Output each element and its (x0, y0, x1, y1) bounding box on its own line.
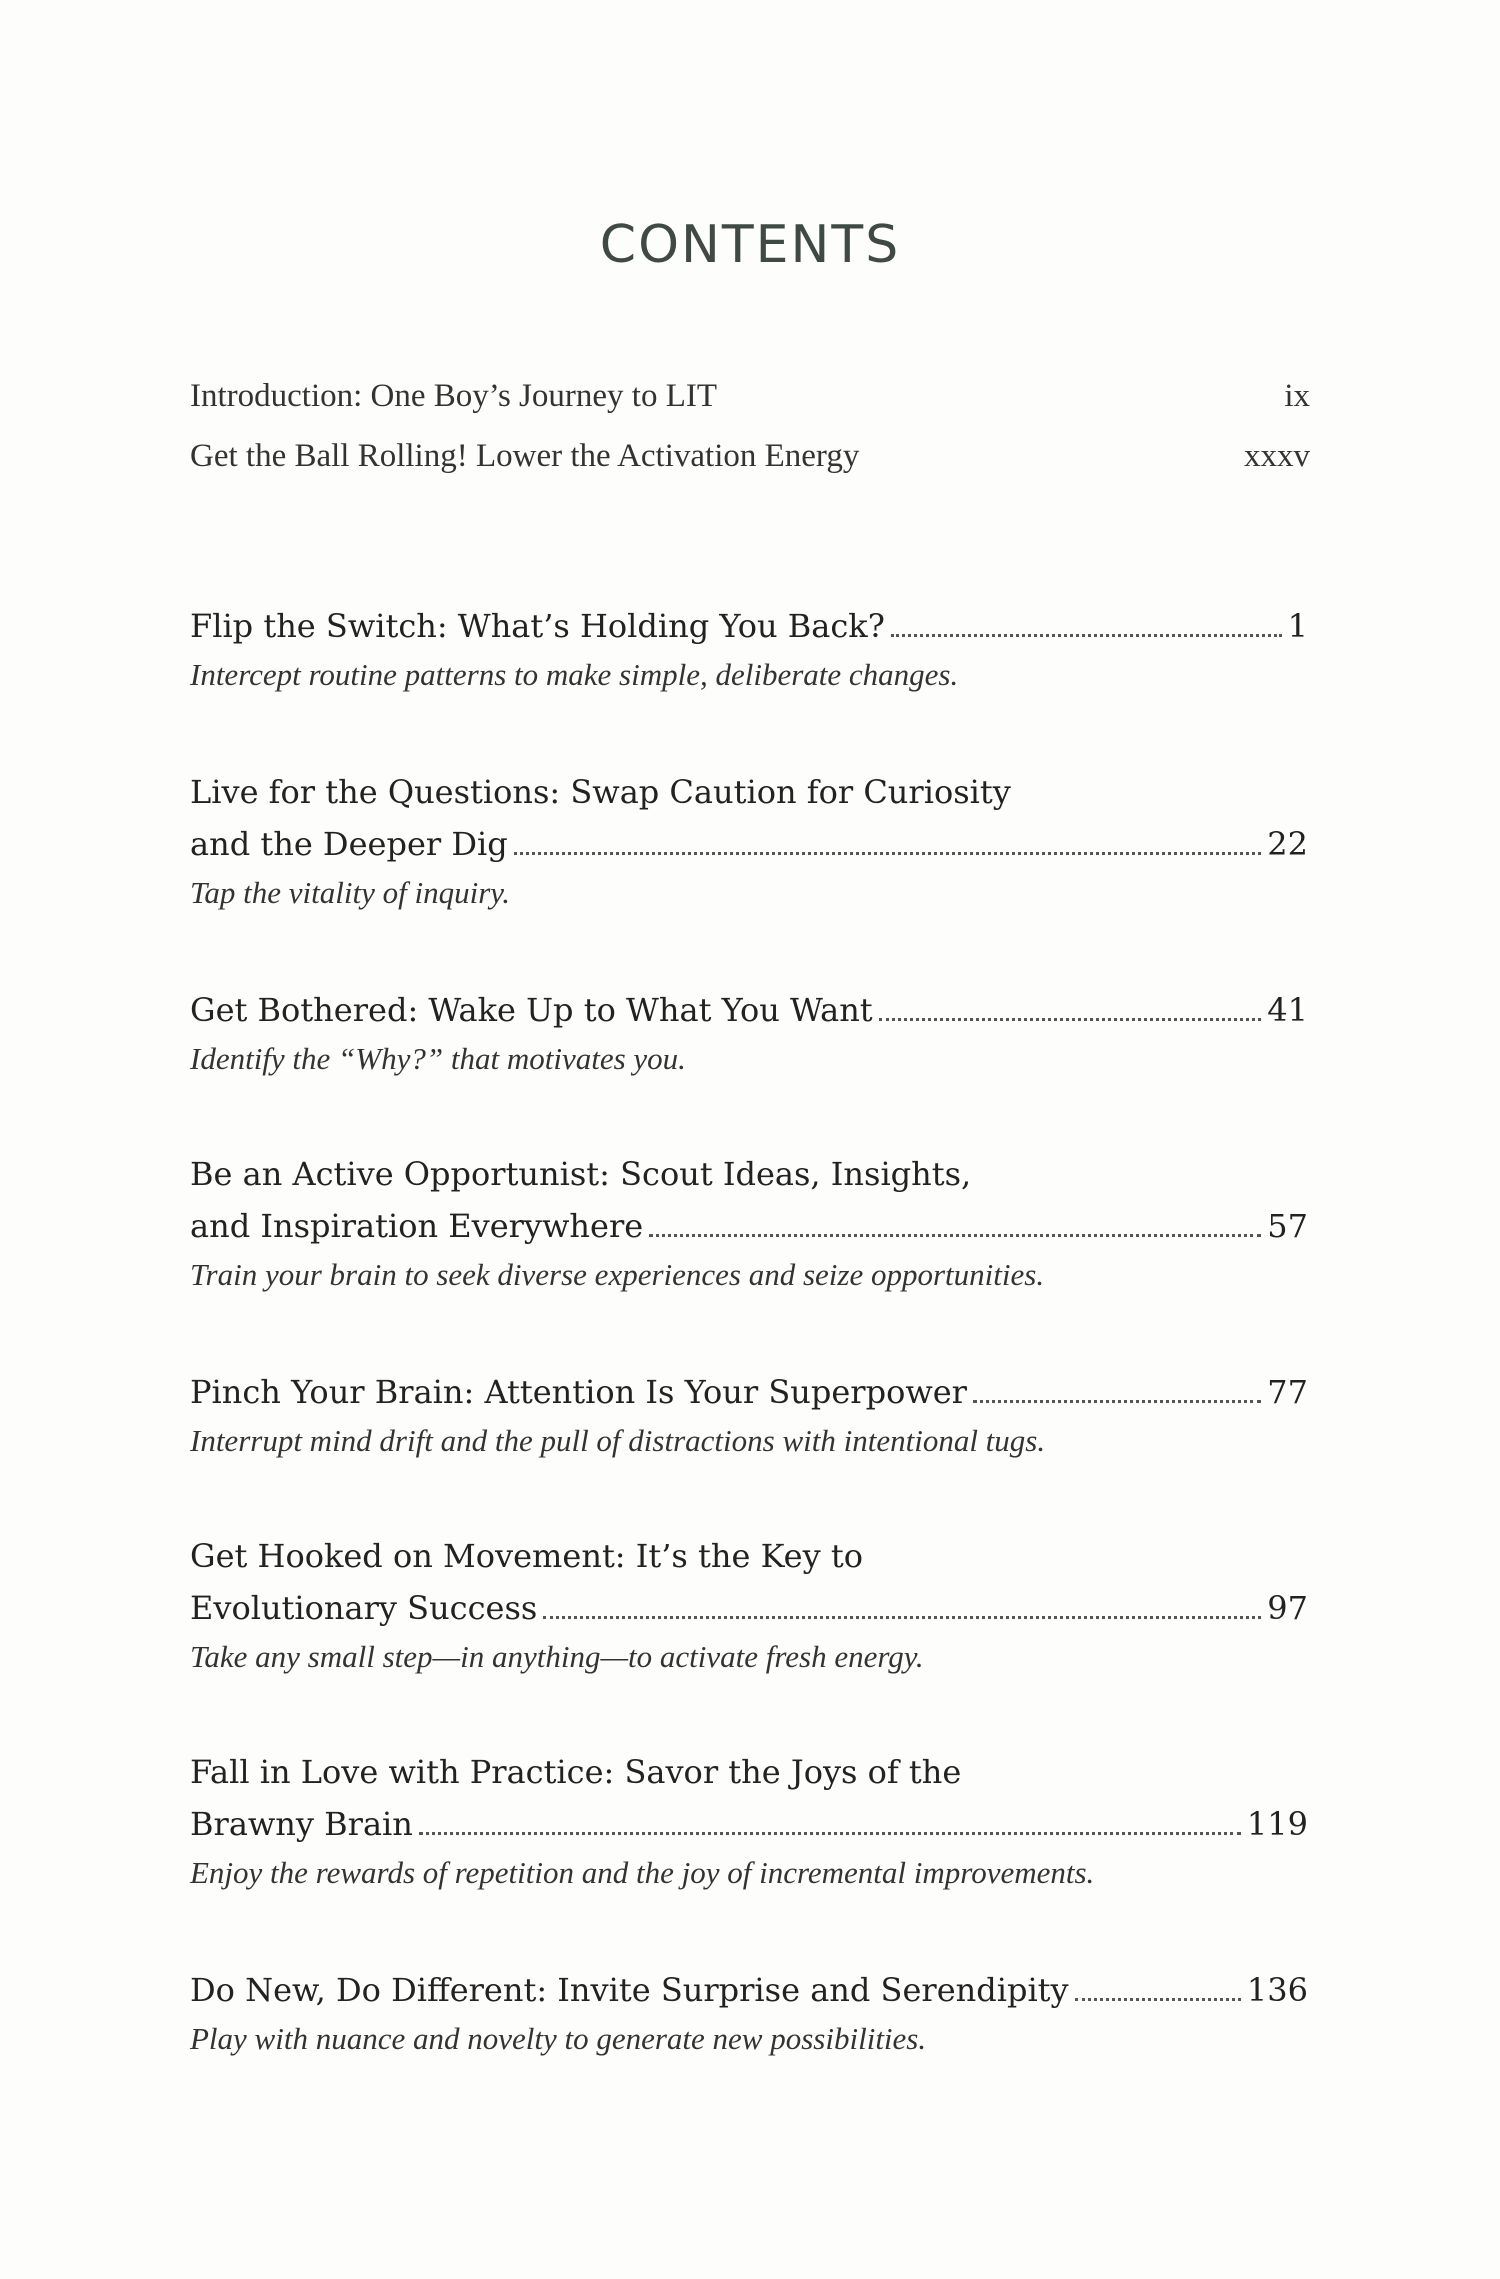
chapter-entry (190, 984, 1308, 1082)
chapter-title-continued: and the Deeper Dig (190, 825, 508, 863)
chapter-leader-line (190, 600, 1308, 652)
chapter-title: Live for the Questions: Swap Caution for Curiosity (190, 773, 1011, 811)
chapter-leader-line (190, 1964, 1308, 2016)
chapter-title-continued: Evolutionary Success (190, 1589, 538, 1627)
dot-leader (891, 634, 1282, 637)
chapter-subtitle: Tap the vitality of inquiry. (190, 875, 511, 910)
dot-leader (649, 1234, 1261, 1237)
chapter-leader-line (190, 984, 1308, 1036)
chapter-entry (190, 1366, 1308, 1464)
chapter-leader-line (190, 1582, 1308, 1634)
chapter-title: Be an Active Opportunist: Scout Ideas, Insights, (190, 1155, 972, 1193)
front-matter-row (190, 426, 1310, 486)
chapter-title-continued: and Inspiration Everywhere (190, 1207, 644, 1245)
chapter-leader-line (190, 1200, 1308, 1252)
chapter-entry (190, 600, 1308, 698)
chapter-subtitle: Identify the “Why?” that motivates you. (190, 1041, 686, 1076)
chapter-page: 77 (1267, 1373, 1308, 1411)
chapter-page: 97 (1267, 1589, 1308, 1627)
chapter-subtitle: Intercept routine patterns to make simple, deliberate changes. (190, 657, 959, 692)
chapter-subtitle: Play with nuance and novelty to generate new possibilities. (190, 2021, 927, 2056)
front-matter-page: xxxv (1244, 438, 1310, 474)
chapter-page: 57 (1267, 1207, 1308, 1245)
chapter-entry (190, 1148, 1308, 1298)
chapter-title: Do New, Do Different: Invite Surprise and Serendipity (190, 1971, 1069, 2009)
chapter-leader-line (190, 1798, 1308, 1850)
chapter-page: 41 (1267, 991, 1308, 1029)
front-matter-list (190, 366, 1310, 486)
chapter-entry (190, 766, 1308, 916)
chapter-subtitle: Enjoy the rewards of repetition and the joy of incremental improvements. (190, 1855, 1095, 1890)
contents-heading: CONTENTS (599, 215, 901, 275)
chapter-title: Get Hooked on Movement: It’s the Key to (190, 1537, 863, 1575)
chapter-title: Pinch Your Brain: Attention Is Your Superpower (190, 1373, 967, 1411)
dot-leader (1075, 1998, 1241, 2001)
chapter-page: 136 (1246, 1971, 1308, 2009)
front-matter-page: ix (1284, 378, 1310, 414)
chapter-subtitle: Train your brain to seek diverse experiences and seize opportunities. (190, 1257, 1045, 1292)
chapter-title: Flip the Switch: What’s Holding You Back? (190, 607, 885, 645)
chapter-leader-line (190, 1366, 1308, 1418)
front-matter-title: Introduction: One Boy’s Journey to LIT (190, 378, 718, 414)
chapter-page: 22 (1267, 825, 1308, 863)
front-matter-row (190, 366, 1310, 426)
dot-leader (543, 1616, 1261, 1619)
chapter-leader-line (190, 818, 1308, 870)
chapter-title: Get Bothered: Wake Up to What You Want (190, 991, 873, 1029)
dot-leader (973, 1400, 1261, 1403)
dot-leader (514, 852, 1262, 855)
chapter-page: 1 (1287, 607, 1308, 645)
chapter-page: 119 (1246, 1805, 1308, 1843)
chapter-subtitle: Interrupt mind drift and the pull of distractions with intentional tugs. (190, 1423, 1046, 1458)
chapter-subtitle: Take any small step—in anything—to activate fresh energy. (190, 1639, 924, 1674)
front-matter-title: Get the Ball Rolling! Lower the Activation Energy (190, 438, 860, 474)
dot-leader (879, 1018, 1262, 1021)
dot-leader (419, 1832, 1241, 1835)
chapter-entry (190, 1530, 1308, 1680)
chapter-title: Fall in Love with Practice: Savor the Joys of the (190, 1753, 962, 1791)
chapter-title-continued: Brawny Brain (190, 1805, 413, 1843)
chapter-entry (190, 1964, 1308, 2062)
chapter-entry (190, 1746, 1308, 1896)
